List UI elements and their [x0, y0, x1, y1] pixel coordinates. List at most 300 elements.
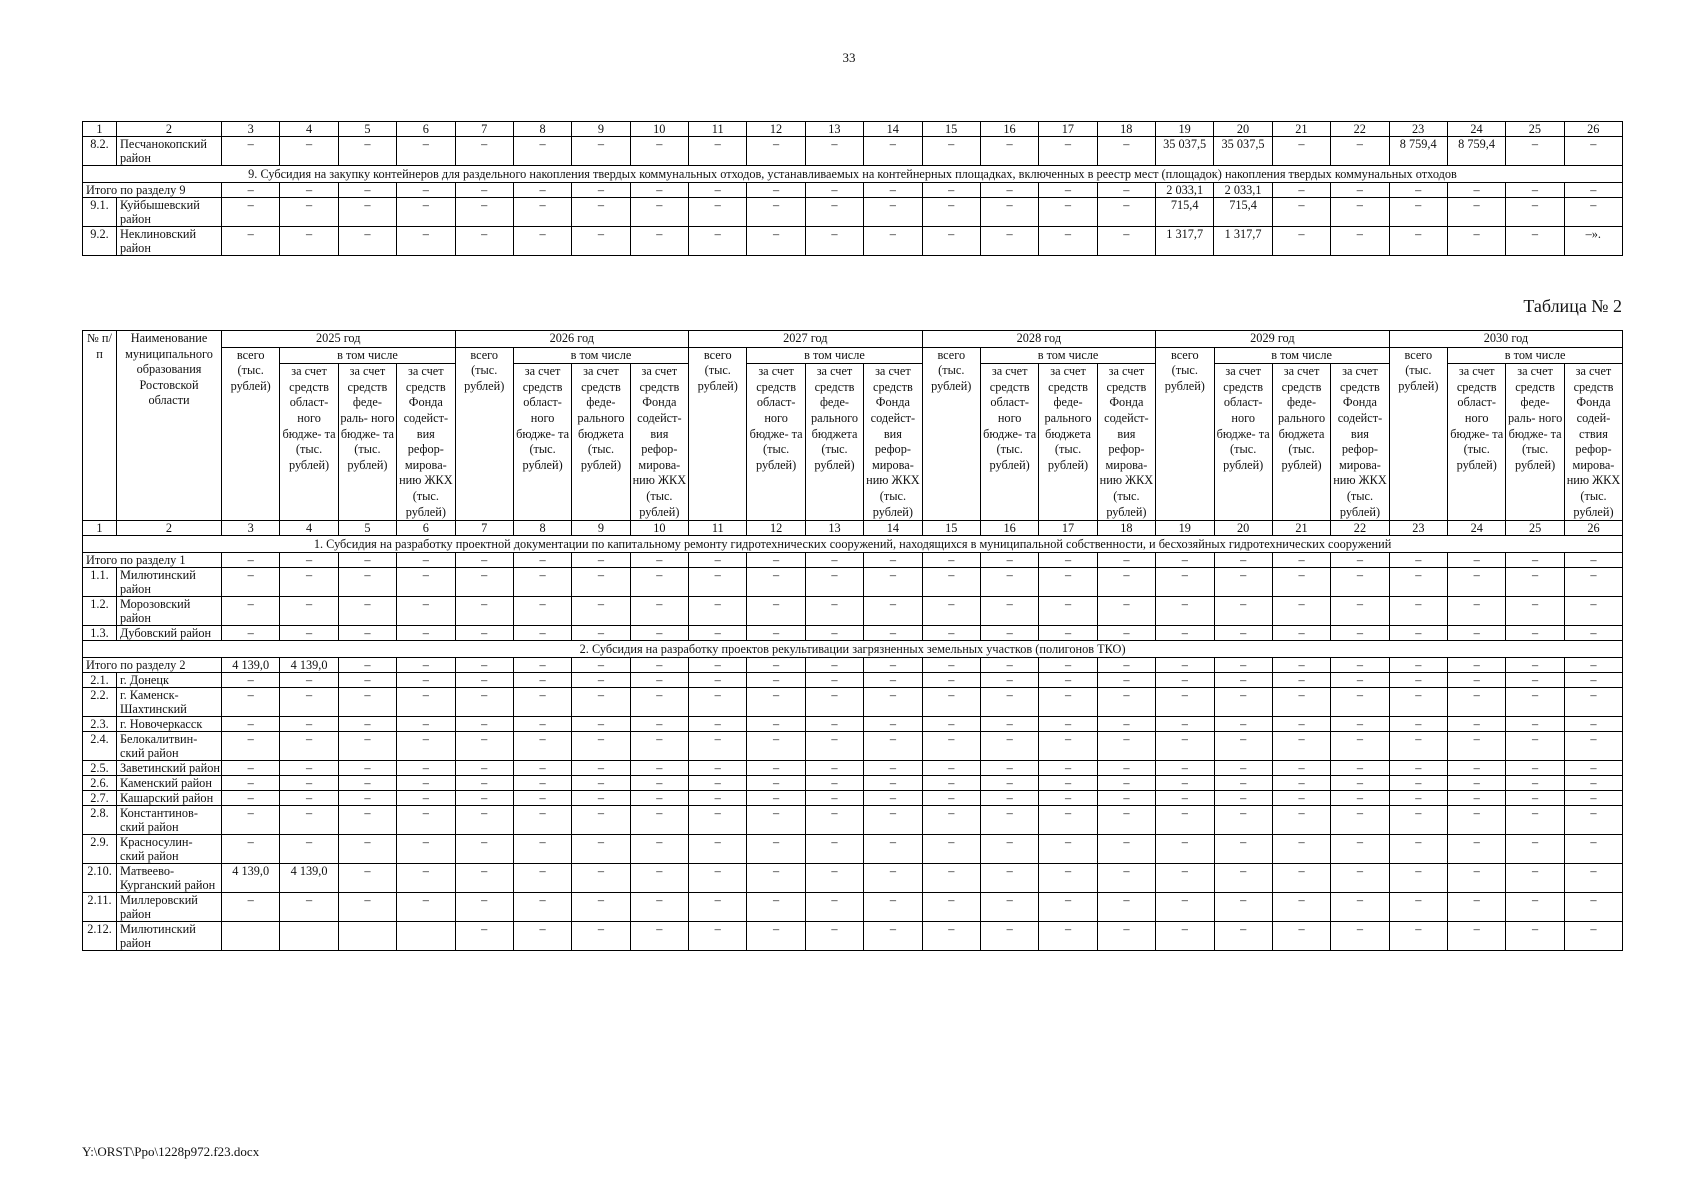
value-cell: – — [1389, 688, 1447, 717]
value-cell: – — [1389, 553, 1447, 568]
value-cell: – — [1097, 922, 1155, 951]
value-cell: – — [397, 597, 455, 626]
value-cell: – — [747, 626, 805, 641]
row-number: 1.3. — [83, 626, 117, 641]
column-number: 25 — [1506, 521, 1564, 536]
value-cell: – — [747, 717, 805, 732]
row-name: Итого по разделу 2 — [83, 658, 222, 673]
value-cell: – — [805, 658, 863, 673]
value-cell: – — [1448, 553, 1506, 568]
value-cell: 8 759,4 — [1447, 137, 1505, 166]
value-cell: – — [1331, 761, 1389, 776]
value-cell: – — [1564, 183, 1622, 198]
value-cell: – — [689, 835, 747, 864]
value-cell: – — [922, 597, 980, 626]
column-number-row — [83, 122, 1623, 137]
value-cell: – — [338, 658, 396, 673]
column-number: 18 — [1097, 521, 1155, 536]
value-cell: – — [1448, 717, 1506, 732]
table-row — [83, 776, 1623, 791]
value-cell: – — [1156, 626, 1214, 641]
column-number: 18 — [1097, 122, 1155, 137]
footer-file-path: Y:\ORST\Ppo\1228p972.f23.docx — [82, 1144, 260, 1159]
value-cell: – — [1039, 761, 1097, 776]
value-cell: – — [805, 791, 863, 806]
value-cell: – — [1448, 893, 1506, 922]
value-cell: – — [222, 553, 280, 568]
value-cell: – — [1156, 791, 1214, 806]
table-row — [83, 626, 1623, 641]
value-cell: – — [280, 137, 338, 166]
value-cell: – — [397, 553, 455, 568]
value-cell: – — [280, 183, 338, 198]
column-number: 14 — [864, 122, 922, 137]
value-cell: – — [1448, 835, 1506, 864]
value-cell: 8 759,4 — [1389, 137, 1447, 166]
value-cell: – — [1039, 626, 1097, 641]
value-cell: – — [747, 597, 805, 626]
value-cell: – — [630, 568, 688, 597]
value-cell: – — [1564, 732, 1622, 761]
value-cell: – — [1272, 137, 1330, 166]
value-cell: – — [922, 791, 980, 806]
value-cell: – — [397, 835, 455, 864]
value-cell: – — [689, 922, 747, 951]
header-total: всего (тыс. рублей) — [922, 347, 980, 521]
value-cell: – — [280, 732, 338, 761]
value-cell: – — [1272, 227, 1330, 256]
value-cell: – — [922, 893, 980, 922]
value-cell: 1 317,7 — [1214, 227, 1272, 256]
table-row — [83, 717, 1623, 732]
value-cell: – — [513, 732, 571, 761]
table-2-caption: Таблица № 2 — [1523, 296, 1622, 316]
value-cell: – — [689, 137, 747, 166]
section-title-row — [83, 166, 1623, 183]
value-cell — [222, 922, 280, 951]
row-name: Итого по разделу 1 — [83, 553, 222, 568]
value-cell: – — [805, 688, 863, 717]
value-cell: – — [455, 761, 513, 776]
value-cell: – — [1039, 183, 1097, 198]
table-row — [83, 198, 1623, 227]
value-cell: – — [1097, 183, 1155, 198]
value-cell: 2 033,1 — [1156, 183, 1214, 198]
column-number: 8 — [513, 122, 571, 137]
value-cell: – — [1272, 864, 1330, 893]
value-cell: – — [1506, 227, 1564, 256]
value-cell: – — [455, 717, 513, 732]
value-cell: – — [1506, 553, 1564, 568]
value-cell: – — [572, 922, 630, 951]
value-cell: – — [922, 732, 980, 761]
row-name: Итого по разделу 9 — [83, 183, 222, 198]
value-cell: – — [572, 893, 630, 922]
column-number: 17 — [1039, 122, 1097, 137]
value-cell: – — [397, 658, 455, 673]
value-cell: – — [455, 864, 513, 893]
value-cell: – — [280, 776, 338, 791]
value-cell: – — [1448, 688, 1506, 717]
value-cell: – — [805, 626, 863, 641]
column-number: 22 — [1331, 521, 1389, 536]
value-cell: – — [1156, 597, 1214, 626]
value-cell: – — [455, 597, 513, 626]
value-cell: – — [805, 776, 863, 791]
value-cell: – — [980, 568, 1038, 597]
column-number: 17 — [1039, 521, 1097, 536]
value-cell: – — [1039, 776, 1097, 791]
value-cell: – — [1214, 626, 1272, 641]
value-cell: – — [513, 553, 571, 568]
value-cell: – — [980, 688, 1038, 717]
value-cell: – — [1506, 137, 1564, 166]
value-cell: – — [630, 922, 688, 951]
value-cell: – — [630, 761, 688, 776]
value-cell: – — [747, 688, 805, 717]
row-number: 2.2. — [83, 688, 117, 717]
table-2 — [82, 330, 1623, 951]
value-cell: – — [1272, 922, 1330, 951]
value-cell: – — [922, 183, 980, 198]
value-cell: – — [1097, 791, 1155, 806]
header-total: всего (тыс. рублей) — [1389, 347, 1447, 521]
value-cell: – — [747, 732, 805, 761]
value-cell: 715,4 — [1156, 198, 1214, 227]
row-name: Морозовский район — [117, 597, 222, 626]
value-cell: – — [805, 183, 863, 198]
column-number: 26 — [1564, 521, 1622, 536]
value-cell: – — [980, 673, 1038, 688]
value-cell: – — [805, 137, 863, 166]
value-cell: – — [1039, 835, 1097, 864]
value-cell: – — [1214, 688, 1272, 717]
column-number: 3 — [222, 122, 280, 137]
value-cell: – — [572, 806, 630, 835]
header-including: в том числе — [513, 347, 688, 364]
value-cell: – — [280, 761, 338, 776]
value-cell: – — [513, 198, 571, 227]
column-number: 24 — [1448, 521, 1506, 536]
value-cell: – — [1039, 717, 1097, 732]
row-name: Матвеево- Курганский район — [117, 864, 222, 893]
value-cell: – — [1506, 688, 1564, 717]
value-cell: – — [222, 761, 280, 776]
value-cell: – — [338, 864, 396, 893]
header-regional-budget: за счет средств област- ного бюдже- та (тыс. рублей) — [280, 364, 338, 521]
header-federal-budget: за счет средств феде- раль- ного бюдже- та (тыс. рублей) — [338, 364, 396, 521]
value-cell: – — [1506, 732, 1564, 761]
value-cell: – — [1331, 688, 1389, 717]
value-cell: – — [1156, 658, 1214, 673]
value-cell: – — [222, 776, 280, 791]
value-cell: – — [1156, 553, 1214, 568]
value-cell: – — [1389, 198, 1447, 227]
value-cell: – — [1331, 893, 1389, 922]
value-cell: – — [747, 227, 805, 256]
table-row — [83, 806, 1623, 835]
value-cell: – — [922, 137, 980, 166]
header-total: всего (тыс. рублей) — [689, 347, 747, 521]
column-number: 13 — [805, 122, 863, 137]
value-cell: – — [1214, 597, 1272, 626]
row-number: 2.3. — [83, 717, 117, 732]
column-number: 11 — [689, 521, 747, 536]
value-cell: – — [1214, 761, 1272, 776]
value-cell: – — [805, 806, 863, 835]
value-cell: – — [1564, 137, 1622, 166]
row-name: Заветинский район — [117, 761, 222, 776]
value-cell: – — [1564, 626, 1622, 641]
value-cell: – — [1272, 791, 1330, 806]
value-cell: – — [1447, 183, 1505, 198]
value-cell: – — [397, 568, 455, 597]
value-cell: – — [1272, 626, 1330, 641]
header-row-years — [83, 331, 1623, 348]
value-cell: – — [572, 717, 630, 732]
value-cell: – — [1506, 791, 1564, 806]
value-cell: – — [513, 893, 571, 922]
value-cell: – — [338, 183, 396, 198]
header-regional-budget: за счет средств област- ного бюдже- та (тыс. рублей) — [980, 364, 1038, 521]
value-cell: – — [864, 568, 922, 597]
value-cell: – — [630, 137, 688, 166]
section-total-row — [83, 658, 1623, 673]
value-cell: – — [1506, 673, 1564, 688]
value-cell: – — [805, 673, 863, 688]
table-row — [83, 597, 1623, 626]
value-cell: – — [1097, 717, 1155, 732]
row-name: Милютинский район — [117, 922, 222, 951]
row-number: 8.2. — [83, 137, 117, 166]
value-cell: – — [1506, 864, 1564, 893]
column-number: 6 — [397, 521, 455, 536]
value-cell: – — [922, 688, 980, 717]
value-cell: – — [1214, 568, 1272, 597]
value-cell: – — [1448, 864, 1506, 893]
value-cell: – — [1389, 864, 1447, 893]
value-cell: – — [864, 553, 922, 568]
value-cell: – — [980, 922, 1038, 951]
header-year: 2028 год — [922, 331, 1156, 348]
value-cell: – — [1156, 673, 1214, 688]
value-cell: – — [280, 553, 338, 568]
value-cell: – — [1097, 761, 1155, 776]
value-cell: – — [747, 553, 805, 568]
header-total: всего (тыс. рублей) — [1156, 347, 1214, 521]
value-cell — [338, 922, 396, 951]
row-number: 2.4. — [83, 732, 117, 761]
row-name: г. Новочеркасск — [117, 717, 222, 732]
value-cell: – — [338, 717, 396, 732]
value-cell: – — [1506, 626, 1564, 641]
value-cell: – — [980, 761, 1038, 776]
value-cell: – — [980, 717, 1038, 732]
header-year: 2026 год — [455, 331, 689, 348]
value-cell: – — [805, 893, 863, 922]
row-name: г. Донецк — [117, 673, 222, 688]
value-cell: – — [1448, 776, 1506, 791]
value-cell: – — [689, 626, 747, 641]
header-housing-fund: за счет средств Фонда содейст- вия рефор- мирова- нию ЖКХ (тыс. рублей) — [1097, 364, 1155, 521]
value-cell: – — [747, 791, 805, 806]
column-number: 4 — [280, 122, 338, 137]
value-cell: – — [689, 791, 747, 806]
value-cell: – — [397, 626, 455, 641]
value-cell: – — [1039, 137, 1097, 166]
value-cell: – — [922, 776, 980, 791]
value-cell: – — [1156, 806, 1214, 835]
row-number: 2.1. — [83, 673, 117, 688]
value-cell: – — [1272, 893, 1330, 922]
value-cell: – — [572, 761, 630, 776]
value-cell: – — [572, 835, 630, 864]
value-cell: – — [980, 835, 1038, 864]
value-cell: – — [338, 688, 396, 717]
value-cell: – — [630, 835, 688, 864]
value-cell: – — [1506, 806, 1564, 835]
value-cell: – — [864, 922, 922, 951]
value-cell: – — [1448, 568, 1506, 597]
value-cell: – — [1506, 198, 1564, 227]
value-cell: – — [1448, 658, 1506, 673]
value-cell: – — [1564, 806, 1622, 835]
row-number: 2.8. — [83, 806, 117, 835]
value-cell: – — [397, 732, 455, 761]
value-cell: – — [513, 806, 571, 835]
value-cell: – — [1272, 688, 1330, 717]
row-name: Куйбышевский район — [117, 198, 222, 227]
value-cell: – — [630, 658, 688, 673]
value-cell: – — [980, 553, 1038, 568]
value-cell: – — [805, 597, 863, 626]
header-including: в том числе — [280, 347, 455, 364]
value-cell: – — [1331, 658, 1389, 673]
header-total: всего (тыс. рублей) — [455, 347, 513, 521]
value-cell: – — [1564, 717, 1622, 732]
value-cell: – — [630, 776, 688, 791]
value-cell: – — [1506, 568, 1564, 597]
value-cell: – — [1331, 626, 1389, 641]
value-cell: – — [222, 806, 280, 835]
value-cell: – — [864, 597, 922, 626]
header-row-sub — [83, 347, 1623, 364]
value-cell: – — [1448, 732, 1506, 761]
value-cell: 35 037,5 — [1214, 137, 1272, 166]
value-cell: – — [280, 717, 338, 732]
value-cell: – — [397, 761, 455, 776]
value-cell: – — [1039, 227, 1097, 256]
value-cell: – — [922, 922, 980, 951]
value-cell: – — [1156, 688, 1214, 717]
value-cell: – — [1331, 717, 1389, 732]
value-cell: – — [1272, 761, 1330, 776]
value-cell: – — [805, 732, 863, 761]
value-cell: – — [1097, 626, 1155, 641]
value-cell — [397, 922, 455, 951]
value-cell: – — [980, 137, 1038, 166]
value-cell: – — [513, 688, 571, 717]
value-cell: – — [513, 658, 571, 673]
value-cell: 2 033,1 — [1214, 183, 1272, 198]
value-cell: – — [280, 198, 338, 227]
value-cell: – — [1097, 864, 1155, 893]
section-title: 1. Субсидия на разработку проектной документации по капитальному ремонту гидротехнических сооружений, находящихся в муниципальной собственности, и бесхозяйных гидротехнических сооружений — [83, 536, 1623, 553]
row-number: 1.1. — [83, 568, 117, 597]
row-number: 2.7. — [83, 791, 117, 806]
value-cell: – — [222, 626, 280, 641]
value-cell: – — [397, 791, 455, 806]
header-regional-budget: за счет средств област- ного бюдже- та (тыс. рублей) — [747, 364, 805, 521]
row-number: 9.1. — [83, 198, 117, 227]
value-cell: – — [805, 227, 863, 256]
value-cell: – — [1097, 732, 1155, 761]
value-cell: – — [630, 553, 688, 568]
value-cell: – — [338, 732, 396, 761]
value-cell: – — [980, 864, 1038, 893]
header-federal-budget: за счет средств феде- рального бюджета (тыс. рублей) — [1039, 364, 1097, 521]
value-cell: – — [513, 864, 571, 893]
value-cell: – — [1447, 198, 1505, 227]
table-row — [83, 835, 1623, 864]
value-cell: – — [1389, 626, 1447, 641]
value-cell: – — [1214, 553, 1272, 568]
value-cell: – — [864, 893, 922, 922]
value-cell: – — [338, 806, 396, 835]
value-cell: – — [1039, 658, 1097, 673]
value-cell: – — [397, 198, 455, 227]
value-cell: – — [864, 776, 922, 791]
value-cell: – — [513, 137, 571, 166]
value-cell: – — [1272, 183, 1330, 198]
column-number: 8 — [513, 521, 571, 536]
row-number: 1.2. — [83, 597, 117, 626]
value-cell: – — [630, 597, 688, 626]
value-cell: – — [513, 776, 571, 791]
table-row — [83, 893, 1623, 922]
column-number: 12 — [747, 122, 805, 137]
value-cell: – — [513, 717, 571, 732]
value-cell: – — [455, 626, 513, 641]
row-number: 2.6. — [83, 776, 117, 791]
column-number: 9 — [572, 521, 630, 536]
value-cell: – — [1097, 553, 1155, 568]
value-cell: – — [630, 791, 688, 806]
table-row — [83, 568, 1623, 597]
value-cell: – — [980, 658, 1038, 673]
value-cell: – — [1331, 553, 1389, 568]
column-number: 21 — [1272, 521, 1330, 536]
value-cell: – — [922, 568, 980, 597]
column-number: 15 — [922, 122, 980, 137]
value-cell: – — [1448, 597, 1506, 626]
value-cell: – — [397, 137, 455, 166]
column-number: 1 — [83, 521, 117, 536]
value-cell: – — [1506, 717, 1564, 732]
value-cell: – — [1039, 864, 1097, 893]
column-number: 5 — [338, 521, 396, 536]
table-row — [83, 864, 1623, 893]
value-cell: – — [630, 688, 688, 717]
value-cell: – — [513, 791, 571, 806]
value-cell: – — [1272, 658, 1330, 673]
value-cell: – — [1214, 717, 1272, 732]
value-cell: – — [922, 835, 980, 864]
column-number: 16 — [980, 122, 1038, 137]
value-cell: – — [689, 568, 747, 597]
value-cell: – — [1506, 761, 1564, 776]
value-cell: – — [1214, 791, 1272, 806]
